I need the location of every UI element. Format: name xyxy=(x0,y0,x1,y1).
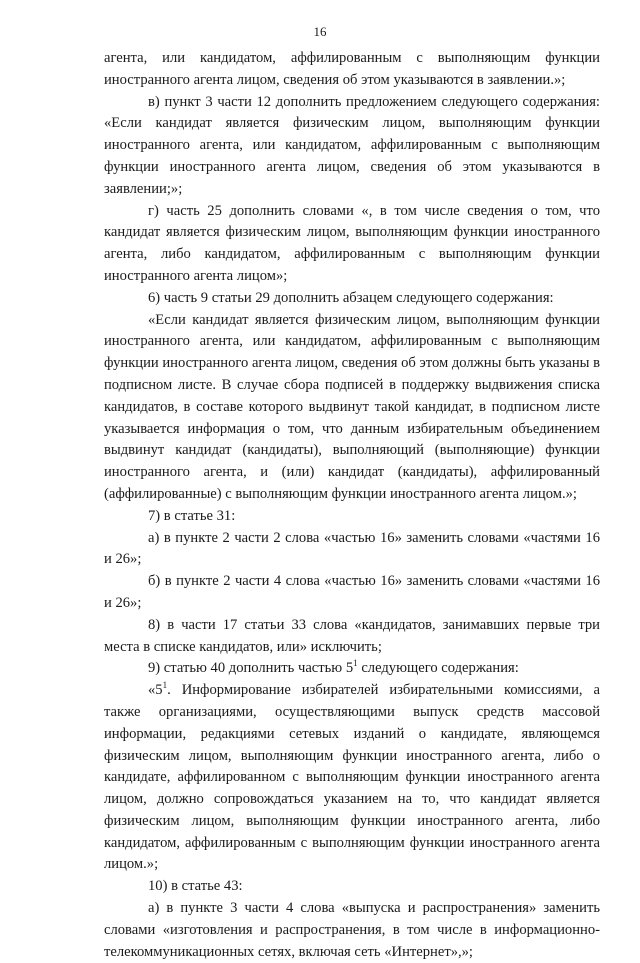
paragraph: 7) в статье 31: xyxy=(148,507,236,524)
paragraph-text: 9) статью 40 дополнить частью 5 xyxy=(148,660,354,677)
paragraph: б) в пункте 2 части 4 слова «частью 16» заменить словами «частями 16 и 26»; xyxy=(104,573,600,611)
paragraph: 10) в статье 43: xyxy=(148,878,243,895)
paragraph: 8) в части 17 статьи 33 слова «кандидатов, занимавших первые три места в списке кандидатов, или» исключить; xyxy=(104,616,600,655)
paragraph: «Если кандидат является физическим лицом, выполняющим функции иностранного агента, или кандидатом, аффилированным с выполняющим функции иностранного агента лицом, сведения об этом должны быть указаны в подписном листе. В случае сбора подписей в поддержку выдвижения списка кандидатов, в составе которого выдвинут такой кандидат, в подписном листе указывается информация о том, что данным избирательным объединением выдвинут кандидат (кандидаты), выполняющий (выполняющие) функции иностранного агента, и (или) кандидат (кандидаты), аффилированный (аффилированные) с выполняющим функции иностранного агента лицом.»; xyxy=(104,311,600,502)
paragraph xyxy=(104,658,600,680)
paragraph: г) часть 25 дополнить словами «, в том числе сведения о том, что кандидат является физическим лицом, выполняющим функции иностранного агента, либо кандидатом, аффилированным с выполняющим функции иностранного агента лицом»; xyxy=(104,202,600,284)
paragraph: 6) часть 9 статьи 29 дополнить абзацем следующего содержания: xyxy=(148,289,554,306)
page-number: 16 xyxy=(313,24,327,39)
paragraph: в) пункт 3 части 12 дополнить предложением следующего содержания: «Если кандидат является физическим лицом, выполняющим функции иностранного агента, или кандидатом, аффилированным с выполняющим функции иностранного агента лицом, сведения об этом указываются в заявлении;»; xyxy=(104,93,600,197)
paragraph xyxy=(104,680,600,876)
paragraph: а) в пункте 2 части 2 слова «частью 16» заменить словами «частями 16 и 26»; xyxy=(104,529,600,568)
paragraph: агента, или кандидатом, аффилированным с выполняющим функции иностранного агента лицом, сведения об этом указываются в заявлении.»; xyxy=(104,50,600,88)
paragraph-text: «5 xyxy=(148,682,163,699)
superscript: 1 xyxy=(353,658,358,669)
paragraph-text: . Информирование избирателей избирательными комиссиями, а также организациями, осуществляющими выпуск средств массовой информации, редакциями сетевых изданий о кандидате, являющемся физическим лицом, выполняющим функции иностранного агента, либо о кандидате, аффилированном с выполняющим функции иностранного агента лицом, должно сопровождаться указанием на то, что кандидат является физическим лицом, выполняющим функции иностранного агента, либо кандидатом, аффилированным с выполняющим функции иностранного агента лицом.»; xyxy=(104,682,600,873)
superscript: 1 xyxy=(162,680,168,691)
paragraph: а) в пункте 3 части 4 слова «выпуска и распространения» заменить словами «изготовления и распространения, в том числе в информационно-телекоммуникационных сетях, включая сеть «Интернет»,»; xyxy=(104,900,600,960)
paragraph-text: следующего содержания: xyxy=(357,660,519,677)
document-body xyxy=(104,48,600,963)
